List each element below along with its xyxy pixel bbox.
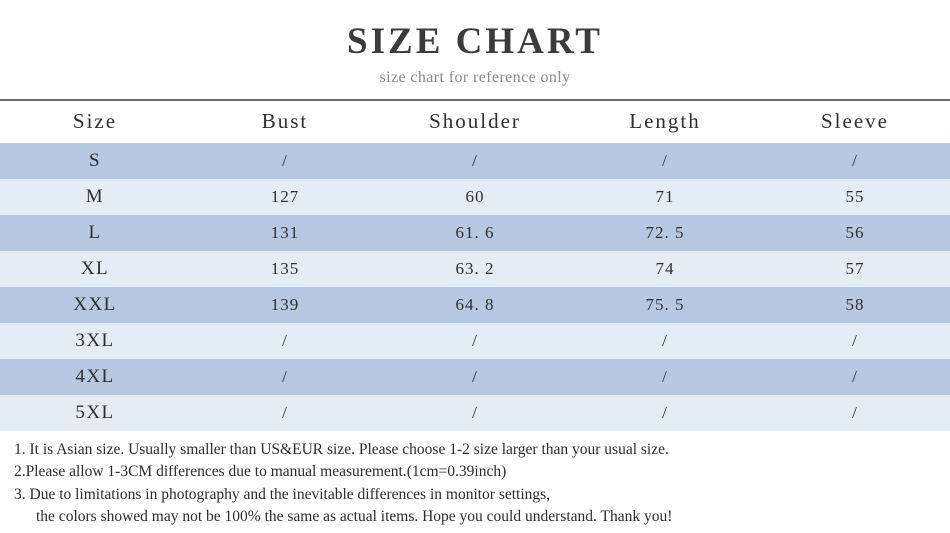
page-title: SIZE CHART <box>347 21 603 62</box>
chart-header <box>0 0 950 87</box>
column-header-shoulder: Shoulder <box>380 101 570 143</box>
cell-sleeve: / <box>760 143 950 179</box>
cell-size: S <box>0 143 190 179</box>
cell-bust: 131 <box>190 215 380 251</box>
cell-length: 72. 5 <box>570 215 760 251</box>
cell-shoulder: 64. 8 <box>380 287 570 323</box>
cell-sleeve: / <box>760 323 950 359</box>
cell-length: 71 <box>570 179 760 215</box>
cell-size: L <box>0 215 190 251</box>
table-row <box>0 251 950 287</box>
table-row <box>0 395 950 431</box>
cell-bust: / <box>190 143 380 179</box>
note-3-continued: the colors showed may not be 100% the same as actual items. Hope you could understand. Thank you! <box>36 508 673 526</box>
column-header-bust: Bust <box>190 101 380 143</box>
cell-bust: / <box>190 323 380 359</box>
column-header-size: Size <box>0 101 190 143</box>
cell-length: / <box>570 395 760 431</box>
column-header-sleeve: Sleeve <box>760 101 950 143</box>
cell-shoulder: / <box>380 359 570 395</box>
cell-sleeve: 56 <box>760 215 950 251</box>
table-row <box>0 323 950 359</box>
notes-section <box>0 431 950 529</box>
cell-shoulder: 61. 6 <box>380 215 570 251</box>
table-row <box>0 359 950 395</box>
cell-shoulder: / <box>380 323 570 359</box>
cell-length: / <box>570 323 760 359</box>
cell-sleeve: 57 <box>760 251 950 287</box>
cell-bust: / <box>190 359 380 395</box>
table-row <box>0 287 950 323</box>
cell-size: M <box>0 179 190 215</box>
page-subtitle: size chart for reference only <box>379 68 571 86</box>
cell-length: / <box>570 143 760 179</box>
table-row <box>0 143 950 179</box>
cell-bust: 127 <box>190 179 380 215</box>
table-row <box>0 215 950 251</box>
cell-bust: 139 <box>190 287 380 323</box>
note-1: 1. It is Asian size. Usually smaller than US&EUR size. Please choose 1-2 size larger than your usual size. <box>14 440 669 458</box>
cell-length: 74 <box>570 251 760 287</box>
note-2: 2.Please allow 1-3CM differences due to manual measurement.(1cm=0.39inch) <box>14 463 507 481</box>
size-chart-table <box>0 101 950 431</box>
cell-bust: 135 <box>190 251 380 287</box>
cell-length: 75. 5 <box>570 287 760 323</box>
cell-size: 5XL <box>0 395 190 431</box>
cell-size: 3XL <box>0 323 190 359</box>
cell-shoulder: 60 <box>380 179 570 215</box>
cell-sleeve: 55 <box>760 179 950 215</box>
cell-shoulder: / <box>380 143 570 179</box>
cell-sleeve: / <box>760 395 950 431</box>
cell-size: 4XL <box>0 359 190 395</box>
cell-bust: / <box>190 395 380 431</box>
cell-size: XL <box>0 251 190 287</box>
cell-sleeve: 58 <box>760 287 950 323</box>
cell-shoulder: / <box>380 395 570 431</box>
cell-shoulder: 63. 2 <box>380 251 570 287</box>
cell-sleeve: / <box>760 359 950 395</box>
cell-size: XXL <box>0 287 190 323</box>
cell-length: / <box>570 359 760 395</box>
table-row <box>0 179 950 215</box>
column-header-length: Length <box>570 101 760 143</box>
note-3: 3. Due to limitations in photography and the inevitable differences in monitor settings, <box>14 485 551 503</box>
table-header-row <box>0 101 950 143</box>
